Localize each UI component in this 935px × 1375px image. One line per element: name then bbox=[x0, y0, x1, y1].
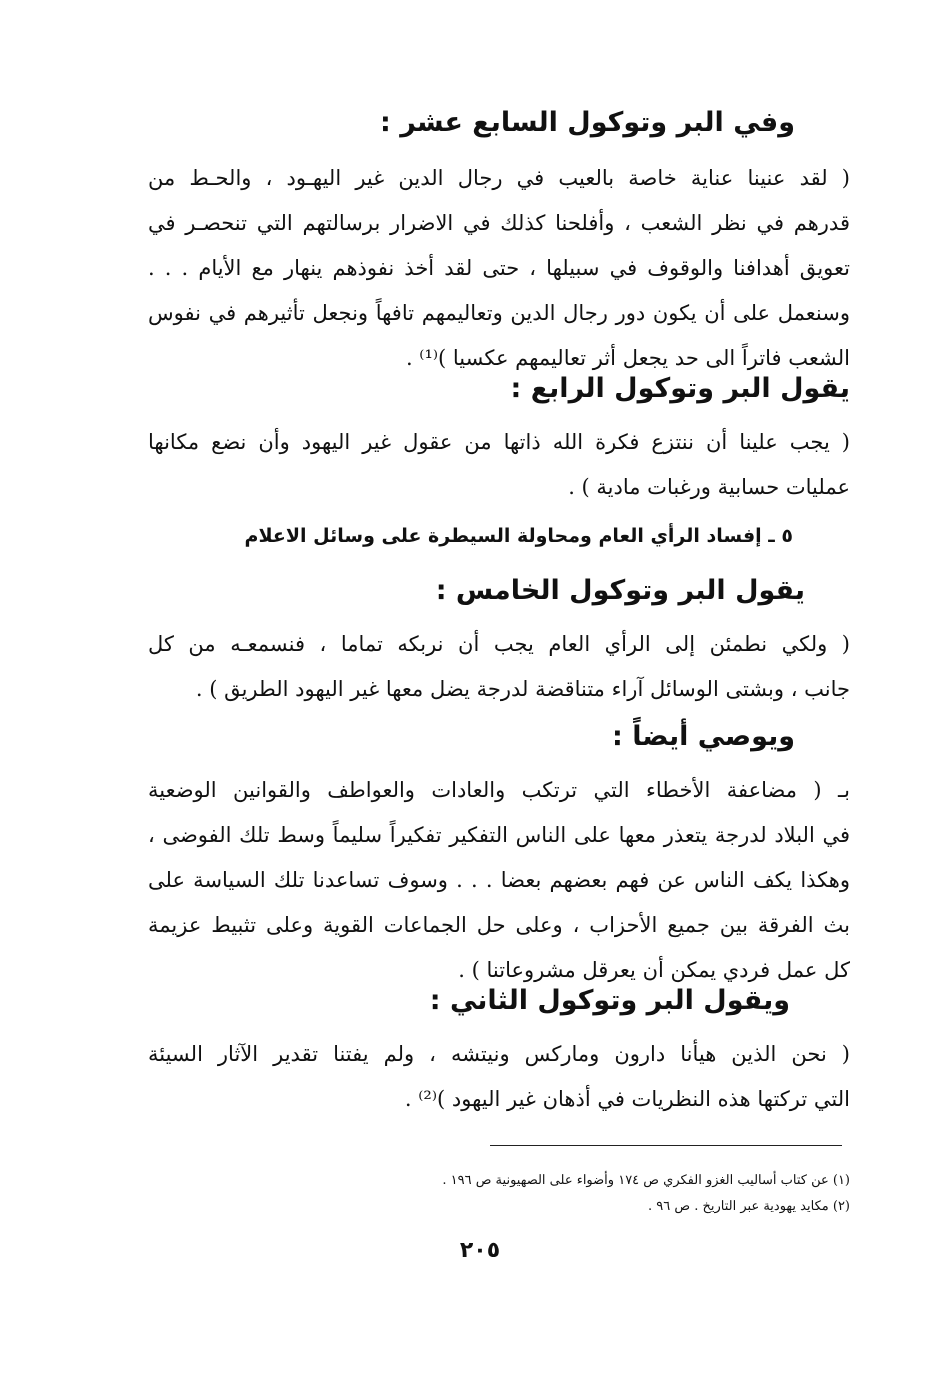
text-line: عمليات حسابية ورغبات مادية ) . bbox=[568, 475, 850, 499]
heading-protocol-5: يقول البر وتوكول الخامس : bbox=[435, 575, 805, 606]
quote-recommendations bbox=[148, 768, 850, 993]
text-line: قدرهم في نظر الشعب ، وأفلحنا كذلك في الاضرار برسالتهم التي تنحصـر في bbox=[148, 211, 850, 235]
text-line: كل عمل فردي يمكن أن يعرقل مشروعاتنا ) . bbox=[458, 958, 850, 982]
text-line: ( ولكي نطمئن إلى الرأي العام يجب أن نربكه تماما ، فنسمعـه من كل bbox=[148, 632, 850, 656]
text-line: الشعب فاتراً الى حد يجعل أثر تعاليمهم عكسيا )⁽¹⁾ . bbox=[405, 346, 850, 370]
heading-protocol-4: يقول البر وتوكول الرابع : bbox=[510, 373, 850, 404]
section-title-media: ٥ ـ إفساد الرأي العام ومحاولة السيطرة على وسائل الاعلام bbox=[244, 525, 793, 547]
text-line: تعويق أهدافنا والوقوف في سبيلها ، حتى لقد أخذ نفوذهم ينهار مع الأيام . . . bbox=[148, 256, 850, 280]
text-line: ( نحن الذين هيأنا دارون وماركس ونيتشه ، ولم يفتنا تقدير الآثار السيئة bbox=[148, 1042, 850, 1066]
text-line: وهكذا يكف الناس عن فهم بعضهم بعضا . . . وسوف تساعدنا تلك السياسة على bbox=[148, 868, 850, 892]
text-line: بـ ( مضاعفة الأخطاء التي ترتكب والعادات والعواطف والقوانين الوضعية bbox=[148, 778, 850, 802]
text-line: جانب ، وبشتى الوسائل آراء متناقضة لدرجة يضل معها غير اليهود الطريق ) . bbox=[195, 677, 850, 701]
quote-protocol-4 bbox=[148, 420, 850, 510]
quote-protocol-5 bbox=[148, 622, 850, 712]
page-number: ٢٠٥ bbox=[459, 1238, 501, 1263]
quote-protocol-17 bbox=[148, 156, 850, 381]
text-line: التي تركتها هذه النظريات في أذهان غير اليهود )⁽²⁾ . bbox=[404, 1087, 850, 1111]
text-line: في البلاد لدرجة يتعذر معها على الناس التفكير تفكيراً سليماً وسط تلك الفوضى ، bbox=[148, 823, 850, 847]
heading-protocol-17: وفي البر وتوكول السابع عشر : bbox=[380, 107, 795, 138]
footnote-1: (١) عن كتاب أساليب الغزو الفكري ص ١٧٤ وأضواء على الصهيونية ص ١٩٦ . bbox=[442, 1173, 850, 1188]
heading-also-recommends: ويوصي أيضاً : bbox=[612, 721, 795, 752]
footnotes bbox=[150, 1168, 850, 1220]
text-line: ( لقد عنينا عناية خاصة بالعيب في رجال الدين غير اليهـود ، والحـط من bbox=[148, 166, 850, 190]
quote-protocol-2 bbox=[148, 1032, 850, 1122]
footnote-2: (٢) مكايد يهودية عبر التاريخ . ص ٩٦ . bbox=[648, 1199, 850, 1214]
heading-protocol-2: ويقول البر وتوكول الثاني : bbox=[429, 985, 790, 1016]
footnote-divider bbox=[490, 1145, 842, 1146]
text-line: وسنعمل على أن يكون دور رجال الدين وتعاليمهم تافهاً ونجعل تأثيرهم في نفوس bbox=[148, 301, 850, 325]
text-line: بث الفرقة بين جميع الأحزاب ، وعلى حل الجماعات القوية وعلى تثبيط عزيمة bbox=[148, 913, 850, 937]
text-line: ( يجب علينا أن ننتزع فكرة الله ذاتها من عقول غير اليهود وأن نضع مكانها bbox=[148, 430, 850, 454]
